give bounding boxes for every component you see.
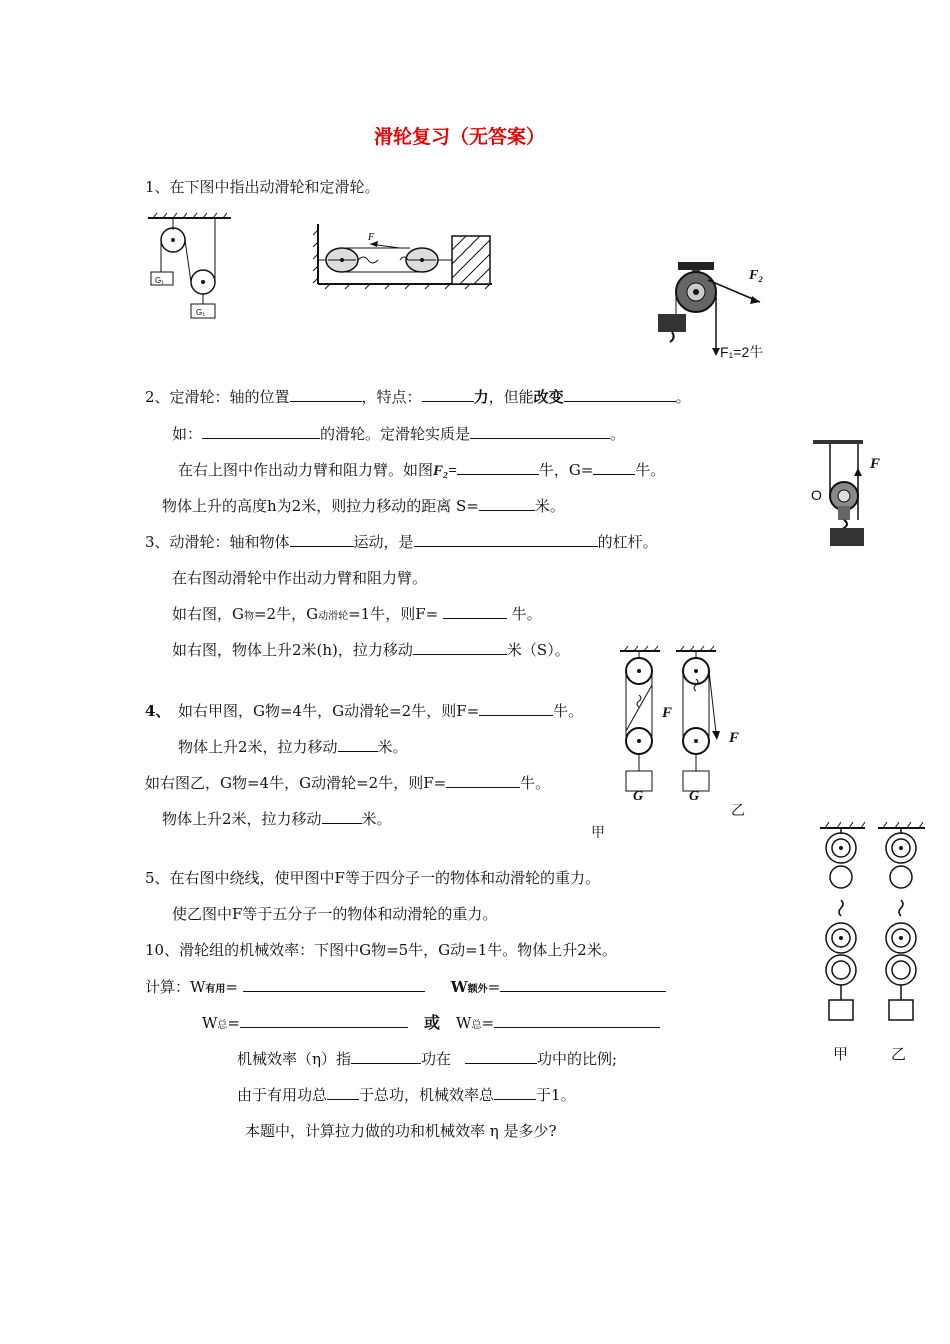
q2-text-11: F₂= bbox=[433, 463, 457, 479]
force-label: F bbox=[368, 232, 375, 243]
q3-text-8: =1牛，则F= bbox=[348, 605, 443, 623]
answer-blank[interactable] bbox=[494, 1085, 536, 1100]
q10-text-12: 总 bbox=[471, 1020, 482, 1031]
answer-blank[interactable] bbox=[202, 424, 320, 439]
answer-blank[interactable] bbox=[500, 977, 666, 992]
pulley-figure-1a bbox=[143, 212, 238, 324]
q3-text-9: 牛。 bbox=[506, 605, 542, 623]
answer-blank[interactable] bbox=[351, 1049, 421, 1064]
pivot-label: O bbox=[811, 487, 822, 503]
q4-text-2: 牛。 bbox=[553, 702, 584, 720]
q10-text-3: = bbox=[225, 978, 243, 996]
q2-text-3: 力 bbox=[473, 388, 489, 406]
q10-text-1: 计算：W bbox=[145, 978, 206, 996]
q2-text-8: 的滑轮。定滑轮实质是 bbox=[320, 425, 471, 443]
q2-text-1: 2、定滑轮：轴的位置 bbox=[145, 388, 290, 406]
q10-text-8: 总 bbox=[217, 1020, 228, 1031]
question-3-line-3 bbox=[172, 604, 542, 627]
answer-blank[interactable] bbox=[413, 640, 507, 655]
q3-text-7: 动滑轮 bbox=[318, 611, 349, 622]
question-3-line-1 bbox=[145, 532, 658, 552]
q4-text-7: 物体上升2米，拉力移动 bbox=[162, 810, 322, 828]
question-4-number: 4、 bbox=[145, 702, 171, 720]
q10-text-10: 或 bbox=[424, 1013, 441, 1032]
q3-text-2: 运动，是 bbox=[353, 533, 414, 551]
q10-text-11: W bbox=[456, 1014, 472, 1032]
q2-text-13: 牛。 bbox=[635, 461, 666, 479]
q4-text-5: 如右图乙，G物=4牛，G动滑轮=2牛，则F= bbox=[145, 774, 447, 792]
question-5-line-1: 5、在右图中绕线，使甲图中F等于四分子一的物体和动滑轮的重力。 bbox=[145, 869, 600, 887]
answer-blank[interactable] bbox=[564, 387, 676, 402]
weight-label: G bbox=[633, 789, 644, 804]
q3-text-3: 的杠杆。 bbox=[597, 533, 658, 551]
f1-label: F₁=2牛 bbox=[720, 344, 764, 360]
q2-text-10: 在右上图中作出动力臂和阻力臂。如图 bbox=[178, 461, 434, 479]
question-1: 1、在下图中指出动滑轮和定滑轮。 bbox=[145, 178, 380, 196]
q10-text-5: 额外 bbox=[467, 984, 488, 995]
answer-blank[interactable] bbox=[290, 387, 362, 402]
answer-blank[interactable] bbox=[443, 604, 507, 619]
page-title: 滑轮复习（无答案） bbox=[374, 126, 546, 148]
q10-text-7: W bbox=[202, 1014, 218, 1032]
q3-text-11: 米（S）。 bbox=[506, 641, 570, 659]
pulley-figure-1b bbox=[310, 220, 495, 292]
g1-label: G₁ bbox=[155, 276, 164, 285]
answer-blank[interactable] bbox=[479, 701, 553, 716]
q4-text-8: 米。 bbox=[361, 810, 392, 828]
q4-text-1: 如右甲图，G物=4牛，G动滑轮=2牛，则F= bbox=[178, 702, 480, 720]
question-10-line-3 bbox=[202, 1013, 660, 1036]
q2-text-5: 改变 bbox=[533, 388, 564, 406]
q3-text-5: 物 bbox=[243, 611, 254, 622]
f2-label: F₂ bbox=[749, 268, 764, 283]
answer-blank[interactable] bbox=[414, 532, 598, 547]
weight-label: G bbox=[689, 789, 700, 804]
pulley-figure-5 bbox=[815, 820, 930, 1030]
question-10-line-1: 10、滑轮组的机械效率：下图中G物=5牛，G动=1牛。物体上升2米。 bbox=[145, 941, 617, 959]
pulley-figure-4 bbox=[612, 645, 752, 805]
answer-blank[interactable] bbox=[465, 1049, 537, 1064]
q10-text-14: 机械效率（η）指 bbox=[237, 1050, 351, 1068]
answer-blank[interactable] bbox=[240, 1013, 408, 1028]
figure-label-yi: 乙 bbox=[731, 802, 745, 818]
answer-blank[interactable] bbox=[479, 496, 535, 511]
q10-text-2: 有用 bbox=[205, 984, 226, 995]
figure-label-yi: 乙 bbox=[891, 1046, 907, 1063]
q3-text-1: 3、动滑轮：轴和物体 bbox=[145, 533, 290, 551]
question-10-line-5 bbox=[237, 1085, 576, 1105]
figure-label-jia: 甲 bbox=[833, 1046, 849, 1063]
answer-blank[interactable] bbox=[422, 387, 474, 402]
question-2-line-3 bbox=[178, 460, 665, 481]
q10-text-17: 由于有用功总 bbox=[237, 1086, 328, 1104]
q3-text-4: 如右图，G bbox=[172, 605, 244, 623]
answer-blank[interactable] bbox=[322, 809, 362, 824]
q2-text-9: 。 bbox=[610, 425, 626, 443]
answer-blank[interactable] bbox=[243, 977, 425, 992]
q2-text-6: 。 bbox=[675, 388, 691, 406]
figure-label-jia: 甲 bbox=[591, 824, 605, 840]
q10-text-4: W bbox=[450, 978, 468, 996]
question-10-line-4 bbox=[237, 1049, 617, 1069]
q3-text-6: =2牛，G bbox=[253, 605, 319, 623]
q2-text-7: 如： bbox=[172, 425, 203, 443]
q4-text-4: 米。 bbox=[377, 738, 408, 756]
q2-text-14: 物体上升的高度h为2米，则拉力移动的距离 S= bbox=[162, 497, 479, 515]
question-4-line-4 bbox=[162, 809, 392, 829]
q2-text-15: 米。 bbox=[534, 497, 565, 515]
question-2-line-2 bbox=[172, 424, 625, 444]
answer-blank[interactable] bbox=[593, 460, 635, 475]
q10-text-13: = bbox=[481, 1014, 495, 1032]
q10-text-16: 功中的比例; bbox=[537, 1050, 618, 1068]
question-10-line-2 bbox=[145, 977, 666, 1000]
answer-blank[interactable] bbox=[327, 1085, 359, 1100]
force-label: F bbox=[729, 730, 740, 746]
question-2-line-4 bbox=[162, 496, 565, 516]
g1-label-2: G₁ bbox=[196, 308, 205, 317]
q10-text-19: 于1。 bbox=[536, 1086, 576, 1104]
question-3-line-4 bbox=[172, 640, 570, 660]
q4-text-6: 牛。 bbox=[520, 774, 551, 792]
answer-blank[interactable] bbox=[494, 1013, 660, 1028]
question-5-line-2: 使乙图中F等于五分子一的物体和动滑轮的重力。 bbox=[172, 905, 498, 923]
answer-blank[interactable] bbox=[457, 460, 539, 475]
answer-blank[interactable] bbox=[290, 532, 354, 547]
force-label: F bbox=[870, 456, 881, 472]
question-4-line-3 bbox=[145, 773, 550, 793]
q10-text-15: 功在 bbox=[421, 1050, 452, 1068]
question-3-line-2: 在右图动滑轮中作出动力臂和阻力臂。 bbox=[172, 569, 428, 587]
answer-blank[interactable] bbox=[470, 424, 610, 439]
q10-text-6: = bbox=[487, 978, 501, 996]
force-label: F bbox=[662, 705, 673, 721]
answer-blank[interactable] bbox=[338, 737, 378, 752]
answer-blank[interactable] bbox=[446, 773, 520, 788]
q2-text-12: 牛，G= bbox=[538, 461, 594, 479]
q4-text-3: 物体上升2米，拉力移动 bbox=[178, 738, 338, 756]
q3-text-10: 如右图，物体上升2米(h)，拉力移动 bbox=[172, 641, 413, 659]
question-10-line-6: 本题中，计算拉力做的功和机械效率 η 是多少? bbox=[245, 1122, 557, 1140]
q10-text-9: = bbox=[227, 1014, 240, 1032]
question-4-line-1 bbox=[178, 701, 583, 721]
q2-text-2: ，特点： bbox=[361, 388, 422, 406]
question-2-line-1 bbox=[145, 387, 691, 407]
q2-text-4: ，但能 bbox=[488, 388, 534, 406]
q10-text-18: 于总功，机械效率总 bbox=[359, 1086, 495, 1104]
question-4-line-2 bbox=[178, 737, 408, 757]
